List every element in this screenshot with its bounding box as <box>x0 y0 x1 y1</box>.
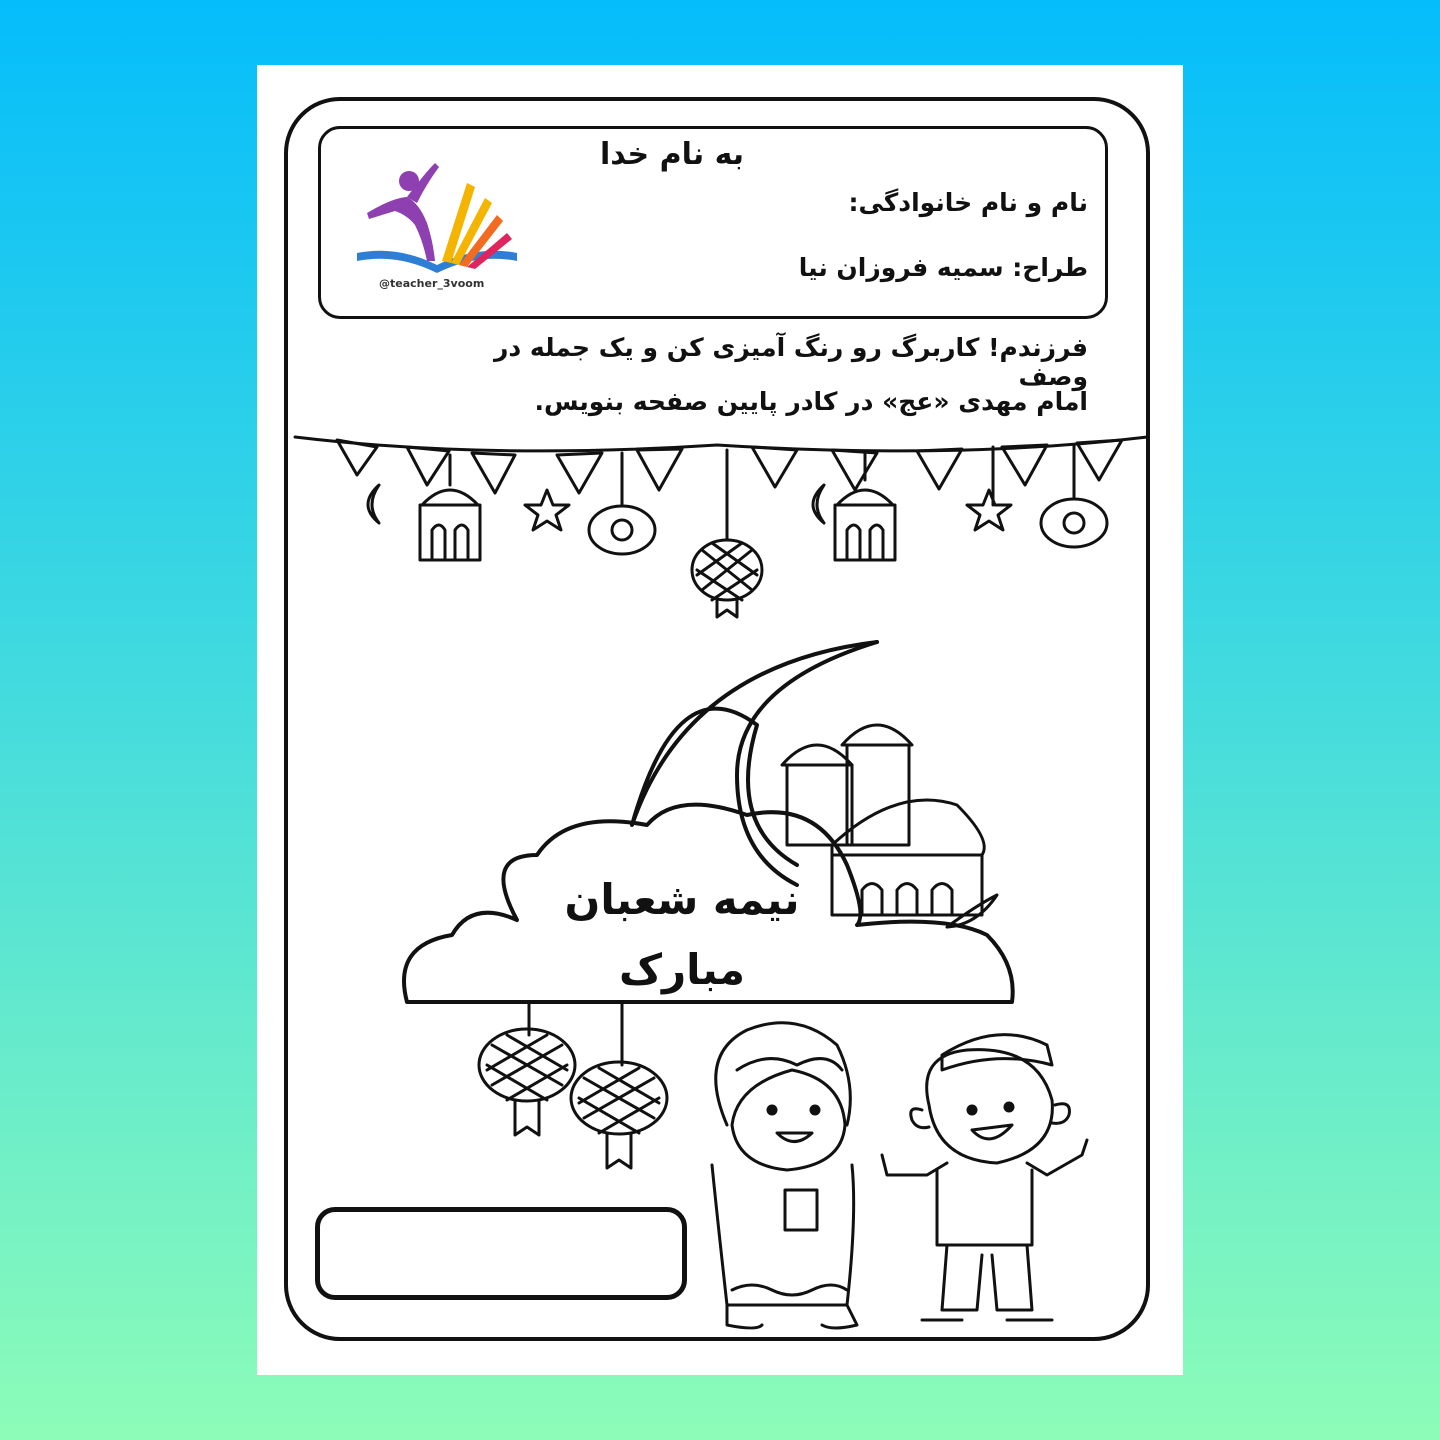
worksheet-page <box>257 65 1183 1375</box>
greeting-line-2: مبارک <box>618 945 746 994</box>
designer-label: طراح: سمیه فروزان نیا <box>798 253 1088 282</box>
lantern-icon <box>420 490 895 560</box>
boy-icon <box>882 1035 1087 1320</box>
greeting-line-1: نیمه شعبان <box>564 875 800 924</box>
page-title: به نام خدا <box>599 137 745 172</box>
coloring-illustration <box>257 65 1183 1375</box>
ketupat-icon <box>692 540 762 617</box>
bunting-icon <box>295 437 1147 493</box>
girl-icon <box>712 1023 857 1328</box>
instruction-line-2: امام مهدی «عج» در کادر پایین صفحه بنویس. <box>534 387 1088 416</box>
name-field-label: نام و نام خانوادگی: <box>848 188 1088 217</box>
answer-box[interactable] <box>315 1207 687 1300</box>
logo-caption: @teacher_3voom <box>379 277 485 290</box>
star-icon <box>525 490 1011 530</box>
ketupat-icon <box>479 1002 667 1168</box>
instruction-line-1: فرزندم! کاربرگ رو رنگ آمیزی کن و یک جمله در وصف <box>493 333 1088 391</box>
